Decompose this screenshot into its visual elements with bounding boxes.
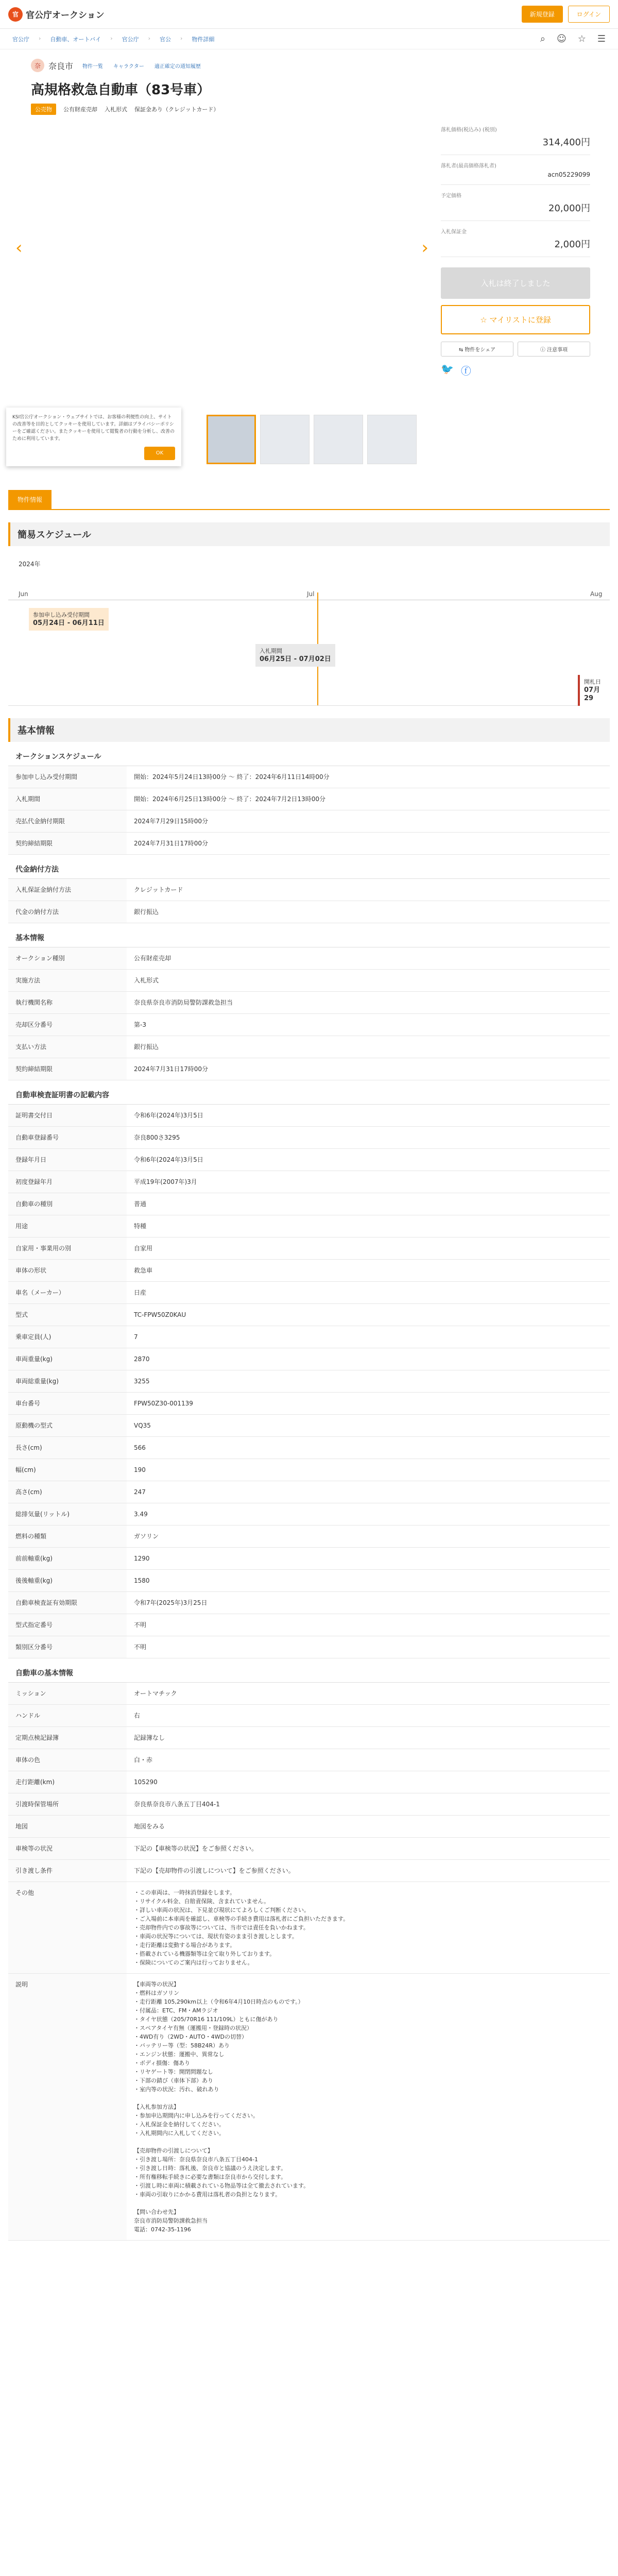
info-row <box>8 1882 610 1974</box>
twitter-icon[interactable]: 🐦 <box>441 363 454 375</box>
info-row <box>8 1058 610 1080</box>
winning-price-label: 落札価格(税込み) (税別) <box>441 127 497 133</box>
notes-button[interactable]: ⓘ 注意事項 <box>518 342 590 357</box>
thumbnail[interactable] <box>314 415 363 464</box>
schedule-entry-label: 参加申し込み受付期間 <box>33 612 90 618</box>
info-key: 契約締結期限 <box>8 1058 127 1080</box>
info-row <box>8 1705 610 1727</box>
thumbnail[interactable] <box>207 415 256 464</box>
breadcrumb-separator: › <box>180 35 183 42</box>
info-key: 引渡時保管場所 <box>8 1793 127 1815</box>
info-row <box>8 1437 610 1459</box>
item-tags <box>31 104 587 115</box>
info-row <box>8 1171 610 1193</box>
info-value: 令和6年(2024年)3月5日 <box>134 1156 203 1163</box>
info-key: 幅(cm) <box>8 1459 127 1481</box>
map-link[interactable]: 地図をみる <box>134 1823 165 1830</box>
winner-label: 落札者(最高価格落札者) <box>441 163 496 169</box>
info-row <box>8 992 610 1014</box>
info-row <box>8 1592 610 1614</box>
info-key: 車体の色 <box>8 1749 127 1771</box>
info-row <box>8 1526 610 1548</box>
info-row <box>8 1636 610 1658</box>
schedule-entry-label: 入札期間 <box>260 648 282 654</box>
info-key: オークション種別 <box>8 947 127 969</box>
info-row <box>8 1304 610 1326</box>
prev-arrow-icon[interactable]: ‹ <box>15 238 23 258</box>
info-key: 地図 <box>8 1816 127 1837</box>
nav-row <box>0 29 618 49</box>
schedule-month: Jul <box>307 590 315 598</box>
info-key: 証明書交付日 <box>8 1105 127 1126</box>
info-value: 白・赤 <box>134 1756 153 1764</box>
favorite-icon[interactable]: ☆ <box>577 33 586 44</box>
info-value: 自家用 <box>134 1245 153 1252</box>
info-value: ・この車両は、一時抹消登録をします。 ・リサイクル料金、自賠責保険、含まれていません。 ・詳しい車両の状況は、下見並び現状にてよろしくご判断ください。 ・ご入場前に本車両を確認し、車検等の手続き費用は落札者にご負担いただきます。 ・売却物件内での事故等については、当市では責任を負いかねます。 ・車両の状況等については、現状有姿のまま引き渡しとします。 ・走行距離は変動する場合があります。 ・搭載されている機器類等は全て取り外しております。 ・保険についてのご案内は行っておりません。 <box>134 1889 349 1966</box>
info-value: 奈良県奈良市消防局警防課救急担当 <box>134 999 233 1006</box>
info-value: 2024年7月31日17時00分 <box>134 1065 208 1073</box>
schedule-entry-bidding <box>255 644 335 667</box>
info-value: 下記の【売却物件の引渡しについて】をご参照ください。 <box>134 1867 295 1874</box>
info-row <box>8 947 610 970</box>
info-value: 公有財産売却 <box>134 955 171 962</box>
info-value: 190 <box>134 1466 146 1473</box>
tag-item: 入札形式 <box>105 106 127 113</box>
info-key: 燃料の種類 <box>8 1526 127 1547</box>
info-value: 令和7年(2025年)3月25日 <box>134 1599 208 1606</box>
info-key: 車両重量(kg) <box>8 1348 127 1370</box>
info-key: 走行距離(km) <box>8 1771 127 1793</box>
schedule-entry-opening <box>578 675 610 706</box>
info-group-title: 基本情報 <box>8 923 610 947</box>
info-key: 自家用・事業用の別 <box>8 1238 127 1259</box>
info-key: 実施方法 <box>8 970 127 991</box>
info-key: 自動車検査証有効期限 <box>8 1592 127 1614</box>
info-group-title: 自動車の基本情報 <box>8 1658 610 1683</box>
bid-panel <box>441 119 590 464</box>
info-value: 記録簿なし <box>134 1734 165 1741</box>
site-logo[interactable] <box>8 7 105 22</box>
deposit-value: 2,000円 <box>554 239 590 250</box>
top-bar <box>0 0 618 29</box>
schedule-entry-dates: 07月29 <box>584 686 600 702</box>
winning-price-value: 314,400円 <box>542 137 590 148</box>
info-row <box>8 1793 610 1816</box>
info-value: 救急車 <box>134 1267 153 1274</box>
info-key: 後後軸重(kg) <box>8 1570 127 1591</box>
status-badge: 公売物 <box>31 104 56 115</box>
cookie-text: KSI官公庁オークション・ウェブサイトでは、お客様の利便性の向上、サイトの改善等を目的としてクッキーを使用しています。詳細はプライバシーポリシーをご確認ください。またクッキーを使用して閲覧者の行動を分析し、改善のために利用しています。 <box>12 415 175 442</box>
info-row <box>8 1393 610 1415</box>
info-row <box>8 1260 610 1282</box>
info-group-title: 自動車検査証明書の記載内容 <box>8 1080 610 1105</box>
image-gallery <box>8 119 436 464</box>
schedule-entry-label: 開札日 <box>584 679 601 685</box>
info-value: VQ35 <box>134 1422 151 1429</box>
info-key: 車検等の状況 <box>8 1838 127 1859</box>
prefecture-emblem-icon: 奈 <box>31 59 44 72</box>
thumbnail[interactable] <box>367 415 417 464</box>
info-value: 1580 <box>134 1577 150 1584</box>
info-row <box>8 1481 610 1503</box>
info-row <box>8 1974 610 2241</box>
info-value: 奈良県奈良市八条五丁目404-1 <box>134 1801 220 1808</box>
info-key: 契約締結期限 <box>8 833 127 854</box>
logo-mark: 官 <box>8 7 23 22</box>
info-key: 乗車定員(人) <box>8 1326 127 1348</box>
info-row <box>8 1614 610 1636</box>
info-value: 下記の【車検等の状況】をご参照ください。 <box>134 1845 258 1852</box>
info-key: 車体の形状 <box>8 1260 127 1281</box>
info-key: 支払い方法 <box>8 1036 127 1058</box>
info-key: 自動車の種別 <box>8 1193 127 1215</box>
info-row <box>8 901 610 923</box>
breadcrumb-separator: › <box>110 35 113 42</box>
info-row <box>8 1193 610 1215</box>
info-value: 奈良800さ3295 <box>134 1134 180 1141</box>
info-key: 執行機関名称 <box>8 992 127 1013</box>
schedule-entry-dates: 05月24日 - 06月11日 <box>33 619 105 627</box>
deposit-label: 入札保証金 <box>441 229 467 235</box>
search-icon[interactable]: ⌕ <box>540 33 545 44</box>
info-value: 566 <box>134 1444 146 1451</box>
info-value: 右 <box>134 1712 141 1719</box>
info-value: 105290 <box>134 1778 158 1786</box>
info-row <box>8 1727 610 1749</box>
info-key: 車名（メーカー） <box>8 1282 127 1303</box>
info-row <box>8 1282 610 1304</box>
info-key: 売払代金納付期限 <box>8 810 127 832</box>
estimated-price-value: 20,000円 <box>548 203 590 214</box>
info-row <box>8 1105 610 1127</box>
info-key: 代金の納付方法 <box>8 901 127 923</box>
info-row <box>8 833 610 855</box>
info-key: ハンドル <box>8 1705 127 1726</box>
menu-icon[interactable]: ☰ <box>597 33 606 44</box>
info-row <box>8 879 610 901</box>
info-key: 前前軸重(kg) <box>8 1548 127 1569</box>
info-group-title: オークションスケジュール <box>8 742 610 766</box>
logo-text: 官公庁オークション <box>26 10 105 21</box>
info-value: 1290 <box>134 1555 150 1562</box>
item-header <box>0 49 618 119</box>
info-row <box>8 1838 610 1860</box>
breadcrumb <box>12 35 214 43</box>
info-row <box>8 970 610 992</box>
breadcrumb-item[interactable]: 自動車、オートバイ <box>50 36 101 43</box>
tag-item: 保証金あり（クレジットカード） <box>134 106 219 113</box>
breadcrumb-item[interactable]: 官公 <box>160 36 171 43</box>
info-key: 参加申し込み受付期間 <box>8 766 127 788</box>
info-value: ガソリン <box>134 1533 159 1540</box>
info-key: 入札保証金納付方法 <box>8 879 127 901</box>
tab-item-info[interactable]: 物件情報 <box>8 490 52 509</box>
info-key: 総排気量(リットル) <box>8 1503 127 1525</box>
info-row <box>8 1816 610 1838</box>
schedule-year: 2024年 <box>19 561 41 568</box>
info-key: 原動機の型式 <box>8 1415 127 1436</box>
info-value: 銀行振込 <box>134 1043 159 1050</box>
schedule-month: Aug <box>590 590 603 598</box>
info-key: 類別区分番号 <box>8 1636 127 1658</box>
cookie-ok-button[interactable]: OK <box>144 447 175 460</box>
info-key: ミッション <box>8 1683 127 1704</box>
info-value: 247 <box>134 1488 146 1496</box>
prefecture-name[interactable]: 奈良市 <box>48 61 74 71</box>
info-row <box>8 1860 610 1882</box>
login-button[interactable]: ログイン <box>568 6 610 23</box>
info-key: 車両総重量(kg) <box>8 1370 127 1392</box>
info-value: オートマチック <box>134 1690 177 1697</box>
info-row <box>8 1215 610 1238</box>
breadcrumb-separator: › <box>39 35 41 42</box>
info-value: TC-FPW50Z0KAU <box>134 1311 186 1318</box>
schedule-month: Jun <box>19 590 28 598</box>
schedule-entry-dates: 06月25日 - 07月02日 <box>260 655 331 663</box>
user-icon[interactable]: ☺ <box>556 33 566 44</box>
info-value: 第-3 <box>134 1021 146 1028</box>
info-value: クレジットカード <box>134 886 183 893</box>
add-to-mylist-button[interactable]: ☆ マイリストに登録 <box>441 305 590 334</box>
info-value: 平成19年(2007年)3月 <box>134 1178 197 1185</box>
info-value: 不明 <box>134 1643 147 1651</box>
info-value: 普通 <box>134 1200 147 1208</box>
info-key: 初度登録年月 <box>8 1171 127 1193</box>
info-value: 日産 <box>134 1289 147 1296</box>
info-row <box>8 1326 610 1348</box>
cookie-banner <box>6 408 181 466</box>
info-row <box>8 1014 610 1036</box>
basic-info-section-title: 基本情報 <box>8 718 610 742</box>
info-row <box>8 1503 610 1526</box>
schedule-timeline <box>8 551 610 706</box>
breadcrumb-separator: › <box>148 35 150 42</box>
info-value: 7 <box>134 1333 138 1341</box>
tab-bar <box>8 490 610 510</box>
info-key: 高さ(cm) <box>8 1481 127 1503</box>
page-title: 高規格救急自動車（83号車） <box>31 82 211 98</box>
info-group-title: 代金納付方法 <box>8 855 610 879</box>
register-button[interactable]: 新規登録 <box>522 6 563 23</box>
info-value: 2870 <box>134 1355 150 1363</box>
info-row <box>8 1238 610 1260</box>
info-row <box>8 1348 610 1370</box>
info-row <box>8 1548 610 1570</box>
info-value: 2024年7月31日17時00分 <box>134 840 208 847</box>
info-row <box>8 1570 610 1592</box>
info-row <box>8 1127 610 1149</box>
schedule-entry-application <box>29 608 109 631</box>
info-key: 用途 <box>8 1215 127 1237</box>
breadcrumb-current: 物件詳細 <box>192 36 215 43</box>
tag-item: 公有財産売却 <box>63 106 97 113</box>
info-value: 2024年7月29日15時00分 <box>134 818 208 825</box>
info-value: 開始：2024年5月24日13時00分 ～ 終了：2024年6月11日14時00分 <box>134 773 330 781</box>
info-key: 長さ(cm) <box>8 1437 127 1459</box>
share-button[interactable]: ⇆ 物件をシェア <box>441 342 513 357</box>
facebook-icon[interactable]: ⓕ <box>460 365 471 377</box>
info-key: 定期点検記録簿 <box>8 1727 127 1749</box>
estimated-price-label: 予定価格 <box>441 193 461 199</box>
info-value: 銀行振込 <box>134 908 159 916</box>
winner-id: acn05229099 <box>547 171 590 178</box>
bid-ended-button: 入札は終了しました <box>441 267 590 299</box>
basic-info-table <box>8 742 610 2241</box>
prefecture-links[interactable]: 物件一覧 キャラクター 適正確定の通知履歴 <box>82 63 201 70</box>
main-image[interactable] <box>8 119 436 413</box>
info-row <box>8 1149 610 1171</box>
info-value: 3255 <box>134 1378 150 1385</box>
info-key: 自動車登録番号 <box>8 1127 127 1148</box>
info-row <box>8 1749 610 1771</box>
info-row <box>8 1683 610 1705</box>
info-value: FPW50Z30-001139 <box>134 1400 193 1407</box>
info-key: 入札期間 <box>8 788 127 810</box>
info-value: 令和6年(2024年)3月5日 <box>134 1112 203 1119</box>
info-value: 入札形式 <box>134 977 159 984</box>
info-key: 登録年月日 <box>8 1149 127 1171</box>
info-row <box>8 1415 610 1437</box>
info-row <box>8 1370 610 1393</box>
info-row <box>8 788 610 810</box>
info-row <box>8 1036 610 1058</box>
info-value: 【車両等の状況】 ・燃料はガソリン ・走行距離 105,290km以上（令和6年4月10日時点のものです。） ・付属品：ETC、FM・AMラジオ ・タイヤ状態（205/70R16 111/109L）ともに傷があり ・スペアタイヤ有無（運搬用・登録時の状況） ・4WD有り（2WD・AUTO・4WDの切替） ・バッテリー等（型：58B24R）あり ・エンジン状態：運搬中、異常なし ・ボディ損傷：傷あり ・リヤゲート等：開閉問題なし ・下部の錆び（車体下部）あり ・室内等の状況：汚れ、破れあり 【入札参加方法】 ・参加申込期間内に申し込みを行ってください。 ・入札保証金を納付してください。 ・入札期間内に入札してください。 【売却物件の引渡しについて】 ・引き渡し場所：奈良県奈良市八条五丁目404-1 ・引き渡し日時：落札後、奈良市と協議のうえ決定します。 ・所有権移転手続きに必要な書類は奈良市から交付します。 ・引渡し時に車両に積載されている物品等は全て撤去されています。 ・車両の引取りにかかる費用は落札者の負担となります。 【問い合わせ先】 奈良市消防局警防課救急担当 電話：0742-35-1196 <box>134 1981 310 2233</box>
schedule-section-title: 簡易スケジュール <box>8 522 610 546</box>
breadcrumb-item[interactable]: 官公庁 <box>12 36 29 43</box>
info-value: 特種 <box>134 1223 147 1230</box>
thumbnail[interactable] <box>260 415 310 464</box>
info-row <box>8 810 610 833</box>
info-key: その他 <box>8 1882 127 1973</box>
info-value: 不明 <box>134 1621 147 1629</box>
info-key: 説明 <box>8 1974 127 2240</box>
info-key: 車台番号 <box>8 1393 127 1414</box>
breadcrumb-item[interactable]: 官公庁 <box>122 36 139 43</box>
info-row <box>8 1459 610 1481</box>
info-key: 型式 <box>8 1304 127 1326</box>
info-row <box>8 1771 610 1793</box>
info-value: 開始：2024年6月25日13時00分 ～ 終了：2024年7月2日13時00分 <box>134 795 325 803</box>
info-key: 型式指定番号 <box>8 1614 127 1636</box>
info-row <box>8 766 610 788</box>
info-value: 3.49 <box>134 1511 148 1518</box>
info-key: 引き渡し条件 <box>8 1860 127 1882</box>
info-key: 売却区分番号 <box>8 1014 127 1036</box>
next-arrow-icon[interactable]: › <box>421 238 428 258</box>
